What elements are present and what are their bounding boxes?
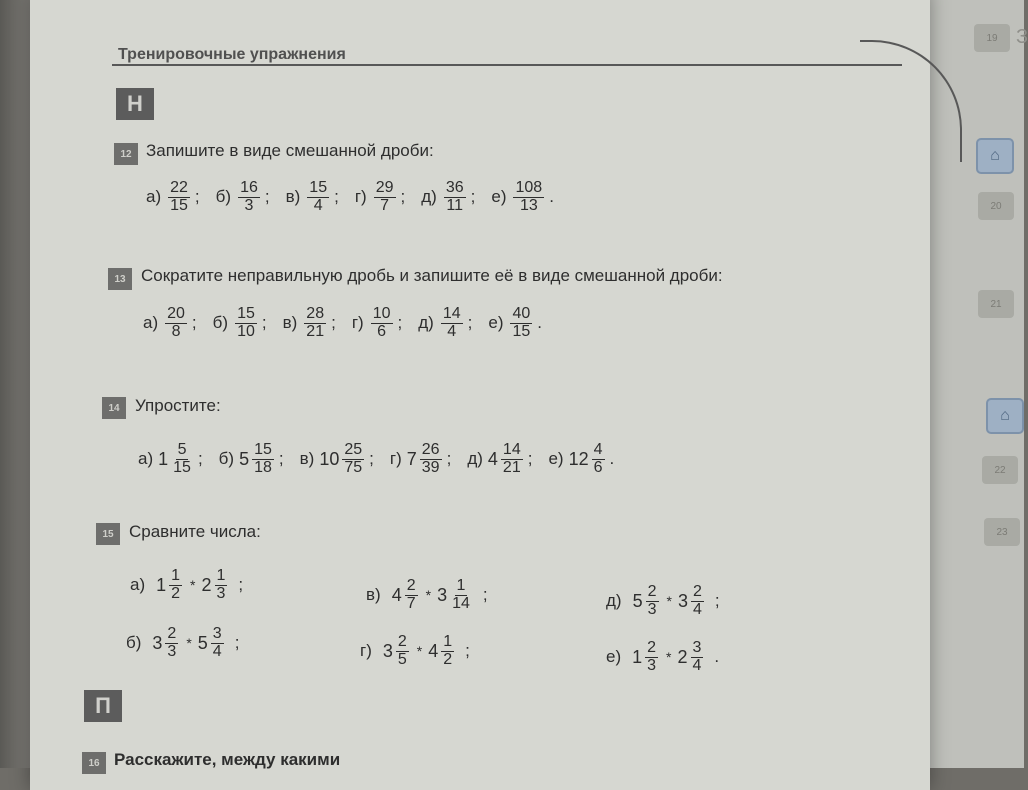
- level-badge: Н: [116, 88, 154, 120]
- denominator: 21: [502, 458, 521, 476]
- mixed-number: [442, 180, 468, 215]
- compare-item: [606, 584, 730, 619]
- exercise-item: [138, 442, 213, 477]
- task-items: [143, 306, 552, 341]
- separator: ;: [194, 187, 200, 207]
- item-label: е): [491, 187, 507, 207]
- mixed-number: [569, 442, 607, 477]
- exercise-item: [146, 180, 210, 215]
- fraction: [441, 634, 454, 669]
- separator: ;: [714, 591, 720, 611]
- item-label: е): [488, 313, 504, 333]
- whole-part: 10: [319, 448, 340, 469]
- item-label: д): [606, 591, 622, 611]
- numerator: 1: [171, 567, 181, 584]
- exercise-item: [491, 180, 564, 215]
- compare-sign: *: [190, 577, 196, 594]
- next-page-letter: З: [1016, 26, 1028, 48]
- denominator: 75: [344, 458, 363, 476]
- denominator: 2: [443, 650, 453, 668]
- numerator: 2: [167, 625, 177, 642]
- numerator: 1: [456, 577, 466, 594]
- mixed-number: [407, 442, 444, 477]
- comparison: [152, 626, 225, 661]
- fraction: [342, 442, 364, 477]
- task-number: 15: [96, 523, 120, 545]
- numerator: 36: [445, 179, 464, 196]
- mixed-number: [319, 442, 366, 477]
- house-icon: ⌂: [976, 138, 1014, 174]
- exercise-item: [467, 442, 542, 477]
- item-label: е): [548, 449, 564, 469]
- separator: ;: [331, 313, 336, 333]
- denominator: 3: [647, 656, 657, 674]
- section-header: Тренировочные упражнения: [118, 46, 346, 63]
- compare-sign: *: [186, 635, 192, 652]
- fraction: [420, 442, 442, 477]
- numerator: 22: [170, 179, 188, 196]
- next-page-task-number: 23: [984, 518, 1020, 546]
- exercise-item: [488, 306, 552, 341]
- task-number: 12: [114, 143, 138, 165]
- numerator: 15: [254, 441, 272, 458]
- whole-part: 2: [677, 646, 688, 667]
- compare-item: [606, 640, 729, 675]
- numerator: 5: [177, 441, 187, 458]
- numerator: 15: [237, 305, 255, 322]
- compare-sign: *: [425, 587, 432, 604]
- item-label: в): [299, 449, 315, 469]
- fraction: [168, 180, 190, 215]
- comparison: [383, 634, 456, 669]
- fraction: [211, 626, 224, 661]
- separator: .: [549, 187, 554, 207]
- whole-part: 5: [197, 632, 208, 653]
- denominator: 4: [692, 600, 702, 618]
- compare-item: [126, 626, 249, 661]
- whole-part: 12: [568, 448, 589, 469]
- header-rule: [112, 64, 902, 66]
- item-label: г): [351, 313, 364, 333]
- denominator: 4: [212, 642, 222, 660]
- separator: ;: [264, 187, 270, 207]
- numerator: 14: [442, 305, 461, 322]
- compare-sign: *: [666, 649, 672, 666]
- next-page-task-number: 21: [978, 290, 1014, 318]
- exercise-item: [219, 442, 294, 477]
- comparison: [632, 640, 705, 675]
- mixed-number: [372, 180, 398, 215]
- whole-part: 7: [406, 448, 417, 469]
- item-label: в): [366, 585, 381, 605]
- compare-item: [360, 634, 480, 669]
- whole-part: 4: [487, 448, 498, 469]
- task-items: [138, 442, 624, 477]
- mixed-number: [163, 306, 189, 341]
- mixed-number: [156, 568, 184, 603]
- denominator: 4: [313, 196, 323, 214]
- denominator: 15: [173, 458, 191, 476]
- denominator: 21: [306, 322, 325, 340]
- mixed-number: [511, 180, 546, 215]
- separator: ;: [334, 187, 339, 207]
- separator: ;: [470, 187, 476, 207]
- mixed-number: [678, 584, 706, 619]
- separator: ;: [465, 641, 470, 661]
- numerator: 28: [306, 305, 325, 322]
- denominator: 3: [647, 600, 657, 618]
- fraction: [235, 306, 257, 341]
- workbook-page: [30, 0, 930, 790]
- exercise-item: [300, 442, 384, 477]
- item-label: б): [126, 633, 142, 653]
- fraction: [645, 640, 658, 675]
- mixed-number: [488, 442, 525, 477]
- fraction: [441, 306, 463, 341]
- task-title: Запишите в виде смешанной дроби:: [146, 141, 434, 160]
- mixed-number: [239, 442, 276, 477]
- task-title: Упростите:: [135, 396, 221, 415]
- fraction: [307, 180, 329, 215]
- task-number: 16: [82, 752, 106, 774]
- separator: ;: [369, 449, 374, 469]
- mixed-number: [392, 578, 420, 613]
- fraction: [450, 578, 472, 613]
- fraction: [169, 568, 182, 603]
- task-number: 14: [102, 397, 126, 419]
- whole-part: 4: [391, 584, 402, 605]
- item-label: а): [130, 575, 146, 595]
- denominator: 10: [237, 322, 255, 340]
- mixed-number: [633, 584, 661, 619]
- comparison: [392, 578, 474, 613]
- fraction: [444, 180, 466, 215]
- fraction: [171, 442, 193, 477]
- denominator: 15: [170, 196, 188, 214]
- numerator: 26: [421, 441, 440, 458]
- fraction: [374, 180, 396, 215]
- whole-part: 1: [632, 646, 643, 667]
- denominator: 5: [397, 650, 407, 668]
- denominator: 13: [519, 196, 538, 214]
- separator: ;: [278, 449, 284, 469]
- whole-part: 3: [677, 590, 688, 611]
- whole-part: 3: [152, 632, 163, 653]
- denominator: 2: [171, 584, 181, 602]
- compare-item: [130, 568, 253, 603]
- mixed-number: [437, 578, 474, 613]
- item-label: б): [215, 187, 232, 207]
- comparison: [156, 568, 229, 603]
- denominator: 7: [406, 594, 416, 612]
- fraction: [165, 626, 178, 661]
- whole-part: 2: [201, 574, 212, 595]
- exercise-item: [352, 306, 412, 341]
- numerator: 20: [167, 305, 185, 322]
- item-label: д): [421, 187, 437, 207]
- task-title: Сократите неправильную дробь и запишите её в виде смешанной дроби:: [141, 266, 723, 285]
- item-label: а): [138, 449, 154, 469]
- whole-part: 3: [382, 640, 393, 661]
- separator: ;: [482, 585, 488, 605]
- mixed-number: [383, 634, 411, 669]
- level-badge: П: [84, 690, 122, 722]
- denominator: 15: [512, 322, 531, 340]
- mixed-number: [233, 306, 259, 341]
- whole-part: 5: [632, 590, 643, 611]
- house-icon: ⌂: [986, 398, 1024, 434]
- separator: .: [537, 313, 543, 333]
- mixed-number: [166, 180, 192, 215]
- numerator: 3: [212, 625, 222, 642]
- whole-part: 1: [156, 574, 167, 595]
- fraction: [252, 442, 274, 477]
- numerator: 3: [692, 639, 702, 656]
- fraction: [215, 568, 228, 603]
- denominator: 3: [244, 196, 254, 214]
- item-label: д): [467, 449, 483, 469]
- mixed-number: [632, 640, 660, 675]
- separator: ;: [446, 449, 452, 469]
- denominator: 11: [446, 196, 464, 214]
- item-label: д): [418, 313, 434, 333]
- mixed-number: [439, 306, 465, 341]
- exercise-item: [143, 306, 207, 341]
- mixed-number: [152, 626, 180, 661]
- mixed-number: [198, 626, 226, 661]
- numerator: 1: [443, 633, 453, 650]
- fraction: [304, 306, 326, 341]
- fraction: [238, 180, 260, 215]
- mixed-number: [236, 180, 262, 215]
- fraction: [691, 584, 704, 619]
- numerator: 4: [593, 441, 603, 458]
- exercise-item: [390, 442, 461, 477]
- item-label: в): [285, 187, 301, 207]
- task-items: [146, 180, 564, 215]
- next-page-task-number: 22: [982, 456, 1018, 484]
- next-page-task-number: 20: [978, 192, 1014, 220]
- item-label: б): [218, 449, 235, 469]
- separator: ;: [234, 633, 240, 653]
- item-label: е): [606, 647, 622, 667]
- numerator: 14: [502, 441, 521, 458]
- fraction: [646, 584, 659, 619]
- numerator: 2: [647, 639, 657, 656]
- numerator: 2: [647, 583, 657, 600]
- numerator: 1: [216, 567, 226, 584]
- whole-part: 5: [239, 448, 250, 469]
- exercise-item: [213, 306, 277, 341]
- denominator: 6: [593, 458, 603, 476]
- numerator: 10: [372, 305, 391, 322]
- denominator: 4: [692, 656, 702, 674]
- numerator: 40: [512, 305, 531, 322]
- item-label: г): [389, 449, 402, 469]
- next-page-task-number: 19: [974, 24, 1010, 52]
- mixed-number: [369, 306, 395, 341]
- numerator: 2: [692, 583, 702, 600]
- denominator: 4: [447, 322, 457, 340]
- exercise-item: [286, 180, 349, 215]
- item-label: а): [146, 187, 162, 207]
- exercise-item: [355, 180, 415, 215]
- separator: .: [714, 647, 720, 667]
- separator: ;: [238, 575, 244, 595]
- denominator: 39: [421, 458, 440, 476]
- mixed-number: [508, 306, 534, 341]
- separator: .: [609, 449, 615, 469]
- denominator: 3: [216, 584, 226, 602]
- mixed-number: [678, 640, 706, 675]
- separator: ;: [261, 313, 267, 333]
- task-title: Расскажите, между какими: [114, 750, 341, 769]
- exercise-item: [283, 306, 346, 341]
- fraction: [691, 640, 704, 675]
- exercise-item: [216, 180, 280, 215]
- separator: ;: [467, 313, 473, 333]
- fraction: [510, 306, 532, 341]
- denominator: 3: [167, 642, 177, 660]
- whole-part: 3: [437, 584, 448, 605]
- exercise-item: [548, 442, 624, 477]
- fraction: [592, 442, 605, 477]
- fraction: [165, 306, 187, 341]
- numerator: 16: [240, 179, 258, 196]
- item-label: г): [354, 187, 367, 207]
- mixed-number: [158, 442, 195, 477]
- item-label: б): [212, 313, 229, 333]
- fraction: [371, 306, 393, 341]
- exercise-item: [418, 306, 482, 341]
- task-number: 13: [108, 268, 132, 290]
- numerator: 108: [515, 179, 543, 196]
- task-title: Сравните числа:: [129, 522, 261, 541]
- comparison: [633, 584, 706, 619]
- denominator: 6: [377, 322, 387, 340]
- numerator: 15: [309, 179, 328, 196]
- numerator: 25: [344, 441, 363, 458]
- item-label: а): [143, 313, 159, 333]
- compare-item: [366, 578, 498, 613]
- mixed-number: [428, 634, 456, 669]
- mixed-number: [202, 568, 230, 603]
- separator: ;: [197, 449, 203, 469]
- whole-part: 4: [428, 640, 439, 661]
- exercise-item: [421, 180, 485, 215]
- separator: ;: [527, 449, 533, 469]
- fraction: [513, 180, 544, 215]
- numerator: 2: [397, 633, 407, 650]
- fraction: [501, 442, 523, 477]
- compare-sign: *: [416, 643, 423, 660]
- compare-sign: *: [666, 593, 672, 610]
- separator: ;: [397, 313, 403, 333]
- denominator: 18: [254, 458, 272, 476]
- whole-part: 1: [158, 448, 169, 469]
- fraction: [396, 634, 409, 669]
- denominator: 14: [452, 594, 470, 612]
- item-label: г): [360, 641, 372, 661]
- separator: ;: [400, 187, 406, 207]
- numerator: 29: [375, 179, 394, 196]
- separator: ;: [191, 313, 197, 333]
- mixed-number: [302, 306, 328, 341]
- item-label: в): [282, 313, 298, 333]
- denominator: 8: [171, 322, 181, 340]
- denominator: 7: [380, 196, 390, 214]
- fraction: [405, 578, 418, 613]
- numerator: 2: [406, 577, 416, 594]
- mixed-number: [305, 180, 331, 215]
